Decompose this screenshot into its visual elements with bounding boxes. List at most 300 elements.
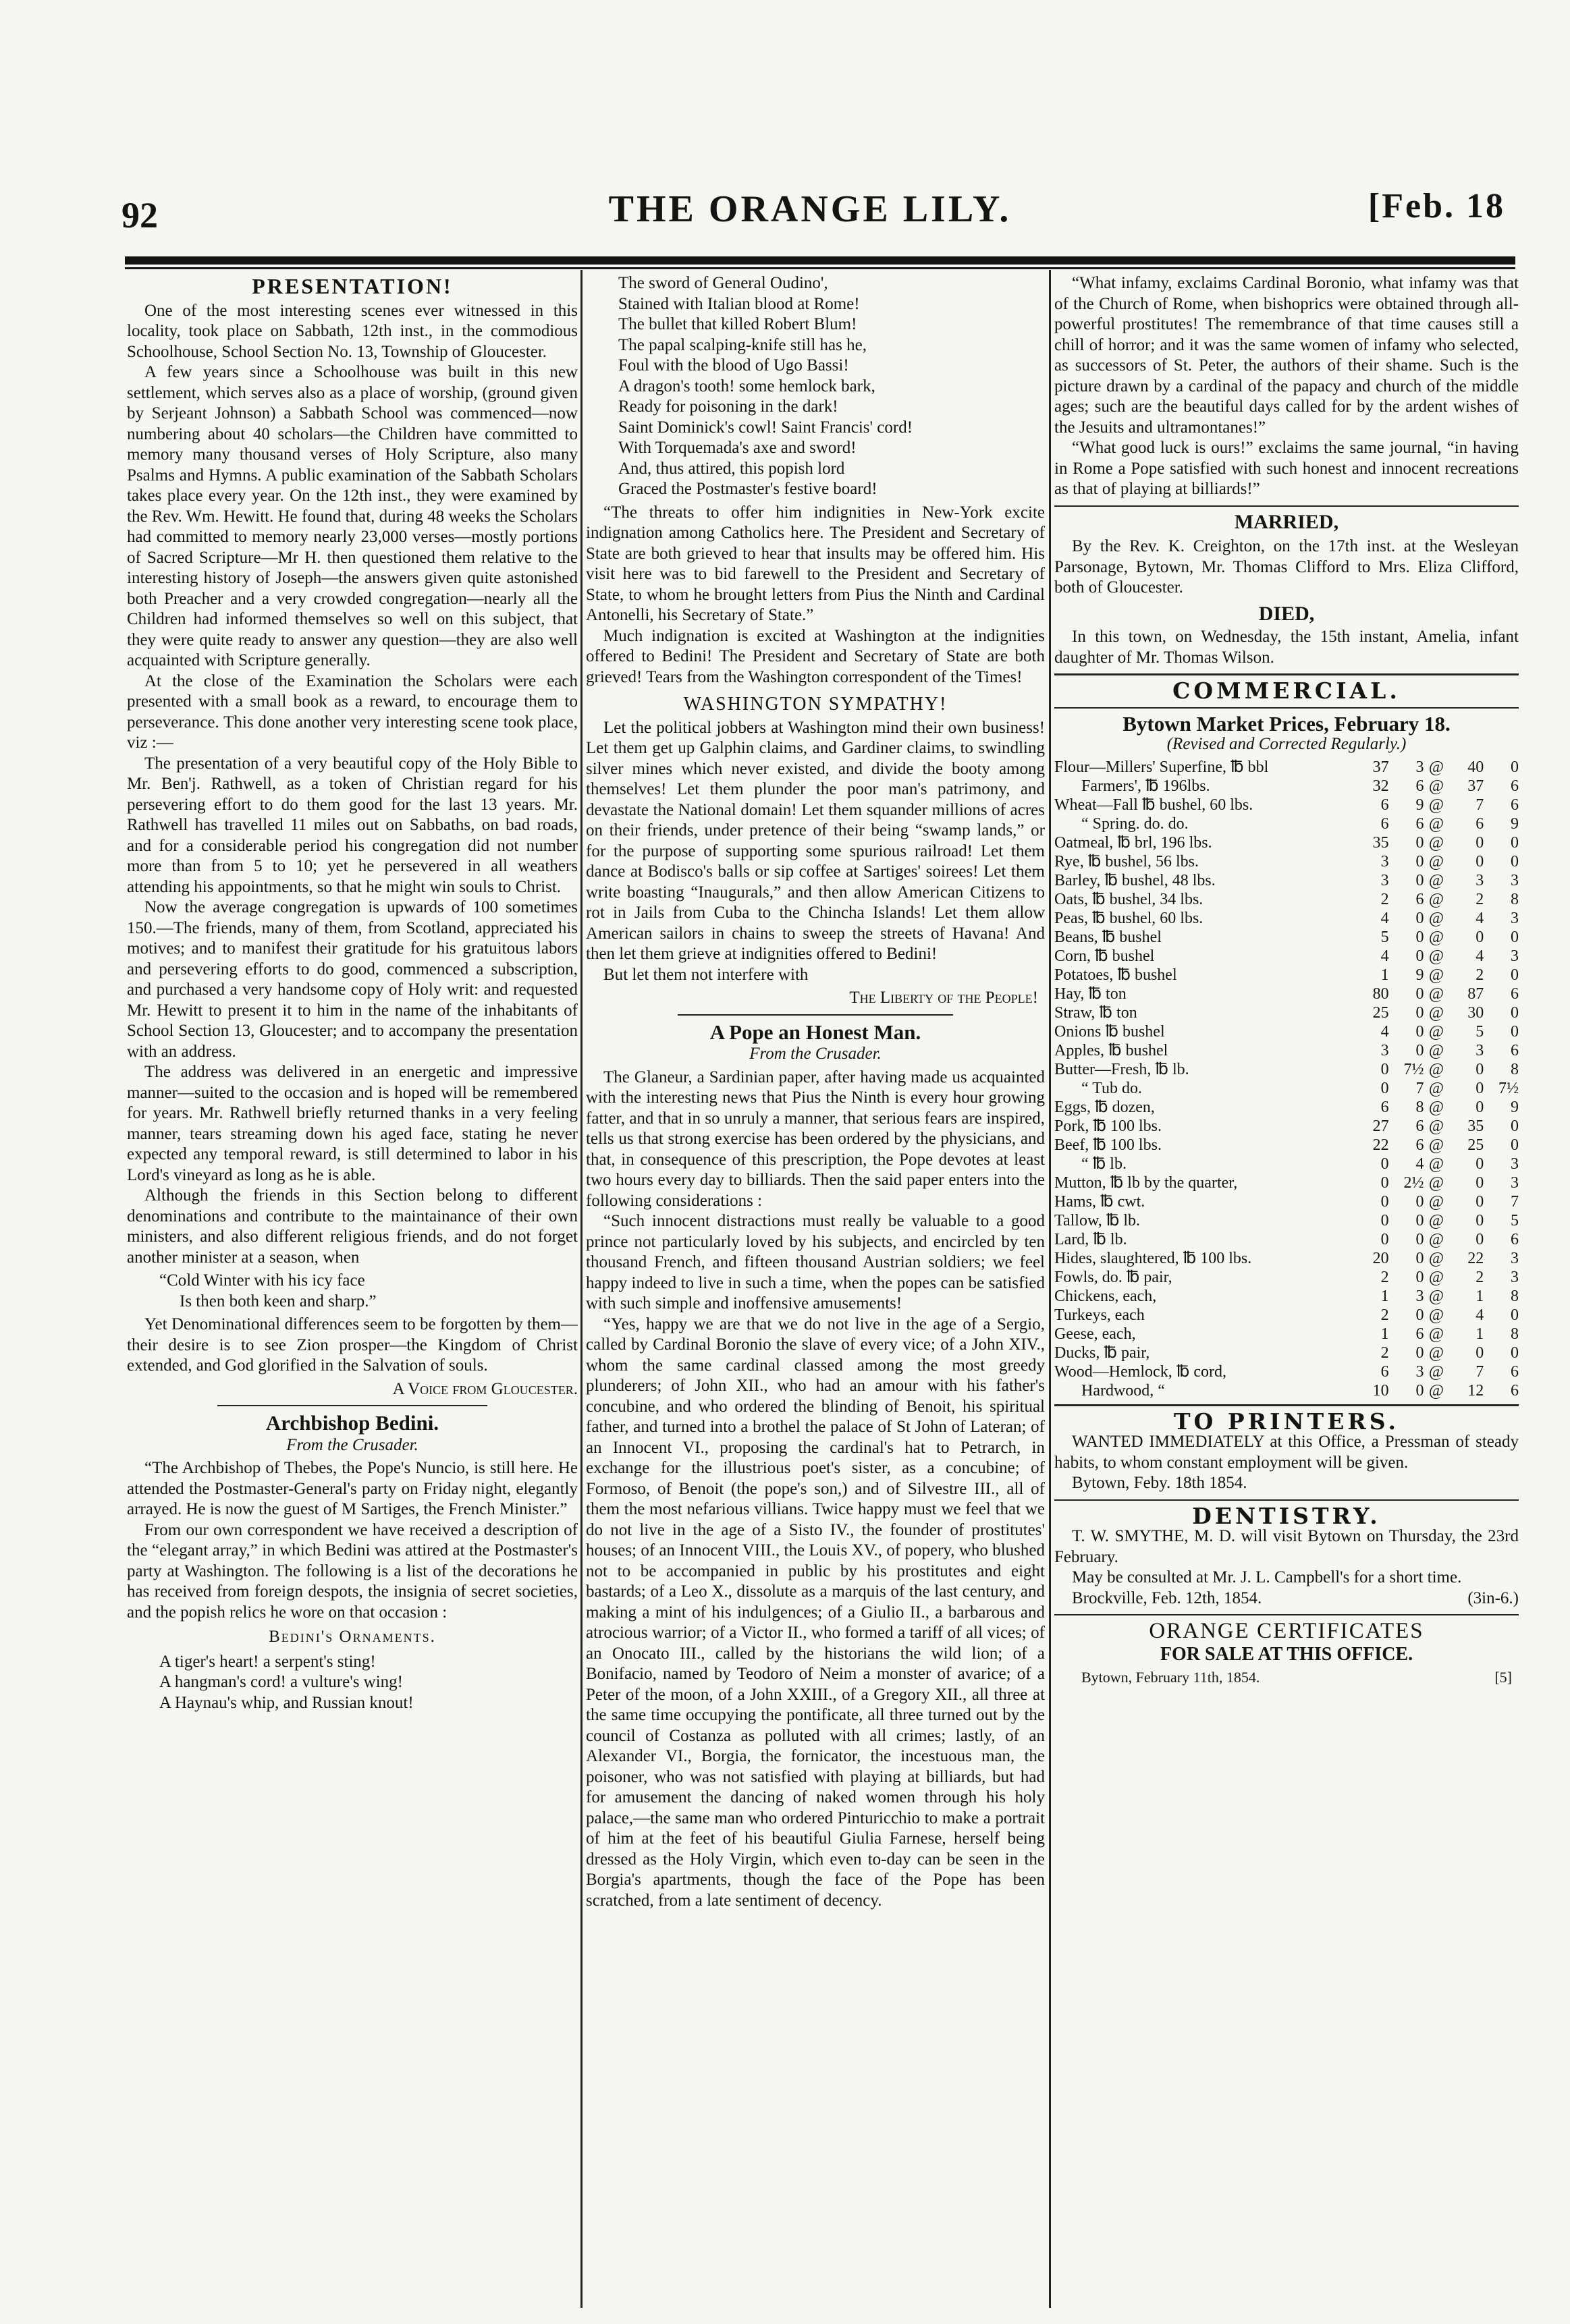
price-low-pence: 0 — [1415, 833, 1424, 852]
price-high-pence: 0 — [1511, 833, 1519, 852]
masthead-title: THE ORANGE LILY. — [608, 188, 1012, 230]
section-rule — [217, 1405, 488, 1406]
price-separator: @ — [1428, 1117, 1444, 1135]
price-low-pence: 0 — [1415, 1211, 1424, 1229]
price-separator: @ — [1428, 1136, 1444, 1154]
price-high-pence: 7 — [1511, 1192, 1519, 1211]
verse-line: The sword of General Oudino', — [618, 274, 828, 292]
price-low-pence: 0 — [1415, 1249, 1424, 1267]
item-name: Lard, ℔ lb. — [1054, 1230, 1127, 1248]
market-price-row — [1054, 966, 1519, 985]
price-high-pence: 0 — [1511, 1003, 1519, 1022]
item-name: “ Tub do. — [1081, 1079, 1143, 1097]
price-low-shillings: 1 — [1380, 1287, 1389, 1305]
section-rule — [1054, 505, 1519, 507]
item-name: Ducks, ℔ pair, — [1054, 1344, 1150, 1362]
price-low-shillings: 0 — [1380, 1155, 1389, 1173]
market-price-row — [1054, 1211, 1519, 1230]
price-low-shillings: 27 — [1372, 1117, 1389, 1135]
price-separator: @ — [1428, 1362, 1444, 1381]
price-high-shillings: 4 — [1476, 909, 1484, 927]
price-separator: @ — [1428, 966, 1444, 984]
price-high-shillings: 4 — [1476, 1306, 1484, 1324]
price-low-shillings: 2 — [1380, 1268, 1389, 1286]
price-low-pence: 0 — [1415, 928, 1424, 946]
price-low-shillings: 32 — [1372, 777, 1389, 795]
died-title: DIED, — [1258, 602, 1315, 625]
price-high-pence: 3 — [1511, 1268, 1519, 1286]
price-low-pence: 0 — [1415, 909, 1424, 927]
price-high-pence: 6 — [1511, 1230, 1519, 1248]
price-high-pence: 6 — [1511, 777, 1519, 795]
ad-footer — [1054, 1665, 1519, 1688]
verse-line: Ready for poisoning in the dark! — [618, 397, 838, 416]
price-separator: @ — [1428, 871, 1444, 889]
price-low-shillings: 1 — [1380, 966, 1389, 984]
ad-dateline: Bytown, February 11th, 1854. — [1081, 1669, 1260, 1686]
price-high-pence: 3 — [1511, 871, 1519, 889]
price-low-pence: 9 — [1415, 966, 1424, 984]
married-title: MARRIED, — [1234, 510, 1339, 533]
price-high-shillings: 2 — [1476, 890, 1484, 908]
item-name: Apples, ℔ bushel — [1054, 1041, 1168, 1059]
market-price-row — [1054, 1325, 1519, 1344]
item-name: Farmers', ℔ 196lbs. — [1081, 777, 1210, 795]
article-paragraph: “What infamy, exclaims Cardinal Boronio, what infamy was that of the Church of Rome, when bishoprics were obtained through all-powerful prostitutes! The remembrance of that time causes still a chill of horror; and it was the same women of infamy who selected, as successors of St. Peter, the authors of their shame. Such is the picture drawn by a cardinal of the papacy and church of the middle ages; such are the beautiful days called for by the ardent wishes of the Jesuits and ultramontanes!” — [1054, 274, 1519, 437]
price-separator: @ — [1428, 1003, 1444, 1022]
price-low-pence: 8 — [1415, 1098, 1424, 1116]
price-low-shillings: 6 — [1380, 814, 1389, 833]
price-low-pence: 6 — [1415, 1136, 1424, 1154]
article-paragraph: One of the most interesting scenes ever witnessed in this locality, took place on Sabbath, 12th inst., in the commodious Schoolhouse, School Section No. 13, Township of Gloucester. — [127, 301, 578, 361]
price-low-pence: 9 — [1415, 796, 1424, 814]
article-paragraph: The address was delivered in an energetic and impressive manner—suited to the occasion and is hoped will be remembered for years. Mr. Rathwell briefly returned thanks in a very feeling manner, tears streaming down his aged face, stating he never expected any temporal reward, is still determined to labor in his Lord's vineyard as long as he is able. — [127, 1063, 578, 1184]
price-low-pence: 2½ — [1403, 1173, 1424, 1192]
verse — [159, 1271, 578, 1312]
ornaments-verse-cont — [618, 273, 1045, 500]
market-price-row — [1054, 871, 1519, 890]
price-high-shillings: 1 — [1476, 1325, 1484, 1343]
article-paragraph: “The threats to offer him indignities in New-York excite indignation among Catholics here. The President and Secretary of State are both grieved to hear that insults may be offered him. His visit here was to bid farewell to the President and Secretary of State, to whom he brought letters from Pius the Ninth and Cardinal Antonelli, his Secretary of State.” — [586, 503, 1045, 624]
price-low-pence: 0 — [1415, 1041, 1424, 1059]
price-high-pence: 0 — [1511, 758, 1519, 776]
price-high-pence: 5 — [1511, 1211, 1519, 1229]
price-low-shillings: 0 — [1380, 1079, 1389, 1097]
item-name: “ ℔ lb. — [1081, 1155, 1127, 1173]
price-high-pence: 8 — [1511, 1287, 1519, 1305]
market-price-row — [1054, 1249, 1519, 1268]
market-price-row — [1054, 1173, 1519, 1192]
market-price-row — [1054, 1344, 1519, 1362]
price-high-pence: 0 — [1511, 852, 1519, 870]
article-paragraph: Let the political jobbers at Washington mind their own business! Let them get up Galphin claims, and Gardiner claims, to swindling silver mines which never existed, and divide the booty among themselves! Let them plunder the poor man's patrimony, and devastate the National domain! Let them squander millions of acres on their friends, under pretence of their being “swamp lands,” or for the purpose of supporting some spurious railroad! Let them dance at Bodisco's balls or sip coffee at Sartiges' soirees! Let them write boasting “Inaugurals,” and then allow American Citizens to rot in Jails from Cuba to the Chincha Islands! Let them allow American sailors in chains to sweep the streets of Havana! And then let them grieve at indignities offered to Bedini! — [586, 718, 1045, 963]
column-3 — [1054, 273, 1519, 2305]
market-price-row — [1054, 1003, 1519, 1022]
price-low-pence: 6 — [1415, 1325, 1424, 1343]
page-header — [115, 181, 1505, 242]
price-low-shillings: 4 — [1380, 1022, 1389, 1041]
market-subtitle: Bytown Market Prices, February 18. — [1122, 711, 1451, 736]
price-low-pence: 0 — [1415, 1381, 1424, 1400]
bedini-title: Archbishop Bedini. — [265, 1411, 439, 1435]
price-high-shillings: 5 — [1476, 1022, 1484, 1041]
section-rule — [1054, 1614, 1519, 1615]
price-separator: @ — [1428, 1155, 1444, 1173]
price-low-shillings: 6 — [1380, 1098, 1389, 1116]
price-low-shillings: 80 — [1372, 985, 1389, 1003]
price-low-pence: 6 — [1415, 814, 1424, 833]
price-low-shillings: 2 — [1380, 1306, 1389, 1324]
ornaments-verse — [159, 1652, 578, 1714]
washington-title: WASHINGTON SYMPATHY! — [683, 694, 948, 715]
column-2 — [586, 273, 1045, 2305]
verse-line: “Cold Winter with his icy face — [159, 1271, 365, 1290]
item-name: Potatoes, ℔ bushel — [1054, 966, 1177, 984]
price-high-shillings: 0 — [1476, 1155, 1484, 1173]
price-high-pence: 8 — [1511, 890, 1519, 908]
market-price-row — [1054, 1362, 1519, 1381]
price-low-pence: 0 — [1415, 1003, 1424, 1022]
market-price-table — [1054, 758, 1519, 1400]
market-price-row — [1054, 947, 1519, 966]
price-separator: @ — [1428, 758, 1444, 776]
price-separator: @ — [1428, 1381, 1444, 1400]
verse-line: Saint Dominick's cowl! Saint Francis' cord! — [618, 418, 913, 437]
item-name: Wheat—Fall ℔ bushel, 60 lbs. — [1054, 796, 1253, 814]
verse-line: A Haynau's whip, and Russian knout! — [159, 1693, 414, 1712]
ornaments-title: Bedini's Ornaments. — [269, 1628, 436, 1646]
price-high-shillings: 0 — [1476, 1079, 1484, 1097]
price-low-shillings: 0 — [1380, 1211, 1389, 1229]
article-paragraph: “The Archbishop of Thebes, the Pope's Nuncio, is still here. He attended the Postmaster-General's party on Friday night, elegantly arrayed. He is now the guest of M Sartiges, the French Minister.” — [127, 1459, 578, 1518]
price-separator: @ — [1428, 909, 1444, 927]
price-low-pence: 0 — [1415, 1230, 1424, 1248]
item-name: Beef, ℔ 100 lbs. — [1054, 1136, 1162, 1154]
item-name: Fowls, do. ℔ pair, — [1054, 1268, 1172, 1286]
pope-title: A Pope an Honest Man. — [709, 1020, 921, 1044]
section-rule — [678, 1014, 953, 1016]
article-paragraph: From our own correspondent we have received a description of the “elegant array,” in which Bedini was attired at the Postmaster's party at Washington. The following is a list of the decorations he has received from foreign despots, the insignia of secret societies, and the popish relics he wore on that occasion : — [127, 1520, 578, 1622]
verse-line: A hangman's cord! a vulture's wing! — [159, 1673, 404, 1691]
price-high-shillings: 0 — [1476, 1192, 1484, 1211]
market-price-row — [1054, 1306, 1519, 1325]
column-divider — [1049, 270, 1051, 2308]
price-separator: @ — [1428, 814, 1444, 833]
ad-text: WANTED IMMEDIATELY at this Office, a Pressman of steady habits, to whom constant employment will be given. — [1054, 1433, 1519, 1472]
price-high-shillings: 87 — [1467, 985, 1484, 1003]
item-name: Peas, ℔ bushel, 60 lbs. — [1054, 909, 1203, 927]
price-high-pence: 0 — [1511, 1117, 1519, 1135]
item-name: Eggs, ℔ dozen, — [1054, 1098, 1155, 1116]
market-price-row — [1054, 1268, 1519, 1287]
item-name: Barley, ℔ bushel, 48 lbs. — [1054, 871, 1216, 889]
item-name: Beans, ℔ bushel — [1054, 928, 1162, 946]
price-separator: @ — [1428, 1022, 1444, 1041]
market-price-row — [1054, 985, 1519, 1003]
price-low-pence: 3 — [1415, 1362, 1424, 1381]
price-high-shillings: 0 — [1476, 1230, 1484, 1248]
article-paragraph: “What good luck is ours!” exclaims the same journal, “in having in Rome a Pope satisfied with such honest and innocent recreations as that of playing at billiards!” — [1054, 439, 1519, 498]
price-high-pence: 6 — [1511, 1041, 1519, 1059]
verse-line: A dragon's tooth! some hemlock bark, — [618, 377, 875, 395]
price-separator: @ — [1428, 1192, 1444, 1211]
price-high-shillings: 40 — [1467, 758, 1484, 776]
verse-line: Foul with the blood of Ugo Bassi! — [618, 356, 849, 375]
price-separator: @ — [1428, 1268, 1444, 1286]
price-low-pence: 0 — [1415, 1344, 1424, 1362]
price-separator: @ — [1428, 1287, 1444, 1305]
price-low-pence: 6 — [1415, 1117, 1424, 1135]
ad-code: [5] — [1494, 1669, 1512, 1686]
section-rule — [1054, 1404, 1519, 1406]
header-rule — [125, 256, 1515, 265]
price-low-shillings: 3 — [1380, 852, 1389, 870]
price-low-pence: 0 — [1415, 852, 1424, 870]
certificates-title: ORANGE CERTIFICATES — [1149, 1619, 1424, 1643]
column-divider — [580, 270, 583, 2308]
price-high-shillings: 4 — [1476, 947, 1484, 965]
price-high-shillings: 3 — [1476, 871, 1484, 889]
verse-line: Graced the Postmaster's festive board! — [618, 480, 877, 498]
price-high-pence: 0 — [1511, 1136, 1519, 1154]
price-high-shillings: 37 — [1467, 777, 1484, 795]
price-low-pence: 7 — [1415, 1079, 1424, 1097]
price-separator: @ — [1428, 1306, 1444, 1324]
price-separator: @ — [1428, 928, 1444, 946]
price-high-shillings: 25 — [1467, 1136, 1484, 1154]
issue-date: [Feb. 18 — [1368, 187, 1505, 225]
item-name: Wood—Hemlock, ℔ cord, — [1054, 1362, 1226, 1381]
price-separator: @ — [1428, 1325, 1444, 1343]
price-low-shillings: 0 — [1380, 1192, 1389, 1211]
market-price-row — [1054, 1287, 1519, 1306]
price-high-shillings: 22 — [1467, 1249, 1484, 1267]
market-price-row — [1054, 1060, 1519, 1079]
bedini-source: From the Crusader. — [286, 1435, 418, 1454]
presentation-title: PRESENTATION! — [252, 274, 453, 298]
price-high-shillings: 7 — [1476, 796, 1484, 814]
commercial-title: COMMERCIAL. — [1172, 677, 1401, 704]
price-high-shillings: 6 — [1476, 814, 1484, 833]
price-high-pence: 3 — [1511, 947, 1519, 965]
price-low-pence: 6 — [1415, 890, 1424, 908]
market-price-row — [1054, 758, 1519, 777]
verse-line: With Torquemada's axe and sword! — [618, 439, 857, 457]
price-high-pence: 0 — [1511, 1022, 1519, 1041]
price-high-pence: 6 — [1511, 985, 1519, 1003]
price-high-shillings: 2 — [1476, 1268, 1484, 1286]
price-high-pence: 3 — [1511, 909, 1519, 927]
article-paragraph: Yet Denominational differences seem to be forgotten by them—their desire is to see Zion prosper—the Kingdom of Christ extended, and God glorified in the Salvation of souls. — [127, 1315, 578, 1375]
verse-line: A tiger's heart! a serpent's sting! — [159, 1652, 376, 1671]
market-note: (Revised and Corrected Regularly.) — [1166, 735, 1407, 753]
item-name: Mutton, ℔ lb by the quarter, — [1054, 1173, 1238, 1192]
price-separator: @ — [1428, 833, 1444, 852]
market-price-row — [1054, 814, 1519, 833]
article-paragraph: Much indignation is excited at Washington at the indignities offered to Bedini! The President and Secretary of State are both grieved! Tears from the Washington correspondent of the Times! — [586, 626, 1045, 686]
column-1 — [127, 273, 578, 2305]
item-name: “ Spring. do. do. — [1081, 814, 1189, 833]
ad-dateline: Brockville, Feb. 12th, 1854. — [1072, 1588, 1262, 1607]
price-separator: @ — [1428, 1230, 1444, 1248]
price-high-pence: 9 — [1511, 814, 1519, 833]
article-paragraph: At the close of the Examination the Scholars were each presented with a small book as a reward, to encourage them to perseverance. This done another very interesting scene took place, viz :— — [127, 671, 578, 752]
price-low-shillings: 2 — [1380, 890, 1389, 908]
ad-text: May be consulted at Mr. J. L. Campbell's for a short time. — [1072, 1568, 1462, 1586]
price-low-shillings: 0 — [1380, 1173, 1389, 1192]
price-separator: @ — [1428, 777, 1444, 795]
article-paragraph: A few years since a Schoolhouse was built in this new settlement, which serves also as a place of worship, (ground given by Serjeant Johnson) a Sabbath School was commenced—now numbering about 40 scholars—the Children have committed to memory many thousand verses of Holy Scripture, also many Psalms and Hymns. A public examination of the Sabbath Scholars takes place every year. On the 12th inst., they were examined by the Rev. Wm. Hewitt. He found that, during 48 weeks the Scholars had committed to memory nearly 23,000 verses—mostly portions of Sacred Scripture—Mr H. then questioned them relative to the interesting history of Joseph—the answers given quite astonished both Preacher and a very crowded congregation—nearly all the Children had informed themselves so well on this subject, that they were quite ready to answer any question—they are also well acquainted with Scripture generally. — [127, 363, 578, 669]
price-separator: @ — [1428, 852, 1444, 870]
market-price-row — [1054, 1192, 1519, 1211]
price-separator: @ — [1428, 985, 1444, 1003]
market-price-row — [1054, 1041, 1519, 1060]
ad-code: (3in-6.) — [1467, 1588, 1519, 1607]
price-high-pence: 3 — [1511, 1173, 1519, 1192]
price-low-shillings: 6 — [1380, 1362, 1389, 1381]
price-low-shillings: 3 — [1380, 871, 1389, 889]
item-name: Corn, ℔ bushel — [1054, 947, 1155, 965]
section-rule — [1054, 1499, 1519, 1501]
verse-line: Stained with Italian blood at Rome! — [618, 294, 860, 313]
price-high-pence: 0 — [1511, 1306, 1519, 1324]
notice-text: By the Rev. K. Creighton, on the 17th inst. at the Wesleyan Parsonage, Bytown, Mr. Thomas Clifford to Mrs. Eliza Clifford, both of Gloucester. — [1054, 537, 1519, 597]
page-number: 92 — [121, 195, 158, 236]
price-low-pence: 3 — [1415, 1287, 1424, 1305]
price-low-shillings: 5 — [1380, 928, 1389, 946]
price-separator: @ — [1428, 947, 1444, 965]
article-paragraph: Now the average congregation is upwards of 100 sometimes 150.—The friends, many of them, from Scotland, appreciated his motives; and to manifest their gratitude for his gratuitous labors and persevering efforts to do good, commenced a subscription, and purchased a very handsome copy of Holy writ: and requested Mr. Hewitt to present it to him in the name of the inhabitants of School Section 13, Gloucester; and to accompany the presentation with an address. — [127, 898, 578, 1061]
article-paragraph: The Glaneur, a Sardinian paper, after having made us acquainted with the interesting news that Pius the Ninth is every hour growing fatter, and that in so unruly a manner, that serious fears are inspired, tells us that strong exercise has been ordered by the physicians, and that, in consequence of this prescription, the Pope devotes at least two hours every day to billiards. Then the said paper enters into the following considerations : — [586, 1068, 1045, 1210]
price-high-shillings: 0 — [1476, 852, 1484, 870]
price-separator: @ — [1428, 1344, 1444, 1362]
price-high-shillings: 3 — [1476, 1041, 1484, 1059]
price-low-pence: 4 — [1415, 1155, 1424, 1173]
price-low-pence: 7½ — [1403, 1060, 1424, 1078]
price-low-shillings: 0 — [1380, 1060, 1389, 1078]
price-separator: @ — [1428, 890, 1444, 908]
price-high-shillings: 0 — [1476, 1098, 1484, 1116]
price-high-pence: 6 — [1511, 1362, 1519, 1381]
item-name: Hams, ℔ cwt. — [1054, 1192, 1145, 1211]
market-price-row — [1054, 1136, 1519, 1155]
price-separator: @ — [1428, 1173, 1444, 1192]
price-high-shillings: 0 — [1476, 1211, 1484, 1229]
price-high-pence: 0 — [1511, 966, 1519, 984]
price-separator: @ — [1428, 1060, 1444, 1078]
price-high-pence: 9 — [1511, 1098, 1519, 1116]
pope-source: From the Crusader. — [749, 1045, 882, 1063]
price-low-pence: 0 — [1415, 1022, 1424, 1041]
price-high-shillings: 0 — [1476, 1060, 1484, 1078]
price-high-shillings: 0 — [1476, 1173, 1484, 1192]
price-separator: @ — [1428, 1041, 1444, 1059]
price-low-pence: 0 — [1415, 1268, 1424, 1286]
market-price-row — [1054, 1022, 1519, 1041]
market-price-row — [1054, 890, 1519, 909]
market-price-row — [1054, 1098, 1519, 1117]
market-price-row — [1054, 796, 1519, 814]
item-name: Oatmeal, ℔ brl, 196 lbs. — [1054, 833, 1212, 852]
price-high-pence: 8 — [1511, 1060, 1519, 1078]
article-paragraph: The presentation of a very beautiful copy of the Holy Bible to Mr. Ben'j. Rathwell, as a token of Christian regard for his persevering effort to do them good for the last 13 years. Mr. Rathwell has travelled 11 miles out on Sabbaths, on bad roads, and for a considerable period his congregation did not number more than from 5 to 10; yet he persevered in all weathers attending his appointments, so that he might win souls to Christ. — [127, 754, 578, 896]
price-low-shillings: 22 — [1372, 1136, 1389, 1154]
ad-footer — [1054, 1588, 1519, 1609]
price-high-shillings: 0 — [1476, 928, 1484, 946]
market-price-row — [1054, 1117, 1519, 1136]
price-low-pence: 0 — [1415, 1192, 1424, 1211]
price-high-shillings: 1 — [1476, 1287, 1484, 1305]
price-low-pence: 3 — [1415, 758, 1424, 776]
price-low-shillings: 35 — [1372, 833, 1389, 852]
price-low-pence: 0 — [1415, 947, 1424, 965]
item-name: Hay, ℔ ton — [1054, 985, 1127, 1003]
price-high-pence: 8 — [1511, 1325, 1519, 1343]
certificates-subtitle: FOR SALE AT THIS OFFICE. — [1160, 1643, 1413, 1665]
price-separator: @ — [1428, 1079, 1444, 1097]
market-price-row — [1054, 833, 1519, 852]
price-low-shillings: 20 — [1372, 1249, 1389, 1267]
price-separator: @ — [1428, 1098, 1444, 1116]
market-price-row — [1054, 1079, 1519, 1098]
signature: A Voice from Gloucester. — [392, 1379, 578, 1398]
price-high-pence: 6 — [1511, 796, 1519, 814]
verse-line: The bullet that killed Robert Blum! — [618, 315, 857, 333]
item-name: Butter—Fresh, ℔ lb. — [1054, 1060, 1189, 1078]
dentistry-title: DENTISTRY. — [1192, 1502, 1381, 1529]
price-high-pence: 3 — [1511, 1155, 1519, 1173]
price-low-shillings: 1 — [1380, 1325, 1389, 1343]
section-rule — [1054, 707, 1519, 709]
price-low-shillings: 4 — [1380, 909, 1389, 927]
price-low-shillings: 25 — [1372, 1003, 1389, 1022]
price-low-shillings: 2 — [1380, 1344, 1389, 1362]
price-low-shillings: 37 — [1372, 758, 1389, 776]
article-paragraph: “Such innocent distractions must really be valuable to a good prince not particularly loved by his subjects, and encircled by ten thousand French, and fifteen thousand Austrian soldiers; we feel happy indeed to live in such a time, when the popes can be satisfied with such simple and inoffensive amusements! — [586, 1212, 1045, 1312]
section-rule — [1054, 673, 1519, 675]
price-high-shillings: 7 — [1476, 1362, 1484, 1381]
market-price-row — [1054, 777, 1519, 796]
item-name: Hardwood, “ — [1081, 1381, 1165, 1400]
item-name: Turkeys, each — [1054, 1306, 1145, 1324]
verse-line: And, thus attired, this popish lord — [618, 459, 845, 478]
item-name: Pork, ℔ 100 lbs. — [1054, 1117, 1162, 1135]
article-paragraph: But let them not interfere with — [603, 965, 809, 984]
price-low-pence: 6 — [1415, 777, 1424, 795]
price-high-pence: 7½ — [1498, 1079, 1519, 1097]
item-name: Tallow, ℔ lb. — [1054, 1211, 1141, 1229]
price-high-shillings: 12 — [1467, 1381, 1484, 1400]
price-low-shillings: 6 — [1380, 796, 1389, 814]
price-separator: @ — [1428, 1249, 1444, 1267]
price-high-shillings: 30 — [1467, 1003, 1484, 1022]
item-name: Rye, ℔ bushel, 56 lbs. — [1054, 852, 1199, 870]
price-high-pence: 0 — [1511, 1344, 1519, 1362]
market-price-row — [1054, 1230, 1519, 1249]
market-price-row — [1054, 909, 1519, 928]
article-paragraph: “Yes, happy we are that we do not live in the age of a Sergio, called by Cardinal Boronio the slave of every vice; of a John XIV., whom the same cardinal classed among the most greedy plunderers; of John XII., who had an amour with his father's concubine, and who ordered the blinding of Benoit, his spiritual father, and turned into a brothel the palace of St John of Lateran; of an Innocent VI., proposing the cardinal's hat to Petrarch, in exchange for the illustrious poet's sister, as a concubine; of Formoso, of Benoit (the pope's son,) and of Silvestre III., all of them the most nefarious villians. Twice happy must we feel that we do not live in the age of a Sisto IV., the founder of prostitutes' houses; of an Innocent VIII., the Louis XV., of popery, who blushed not to be accompanied in public by his prostitutes and eight bastards; of a Leo X., dissolute as a marquis of the last century, and making a mint of his indulgences; of a Giulio II., a barbarous and atrocious warrior; of a Victor II., who formed a tariff of all vices; of an Onocato III., called by the historians the wild lion; of a Bonifacio, named by Teodoro of Neim a monster of avarice; of a Peter of the moon, of a John XXIII., of a Gregory XII., all three at the same time occupying the pontificate, all three turned out by the council of Costanza as polluted with all crimes; lastly, of an Alexander VI., Borgia, the fornicator, the incestuous man, the poisoner, who was not satisfied with playing at billiards, but had for amusement the dancing of naked women through his holy palace,—the same man who ordered Pinturicchio to make a portrait of him at the feet of his beautiful Giulia Farnese, herself being dressed as the Holy Virgin, which even to-day can be seen in the Borgia's apartments, though the face of the Pope has been scratched, from a late sentiment of decency. — [586, 1315, 1045, 1910]
price-high-shillings: 2 — [1476, 966, 1484, 984]
ad-text: T. W. SMYTHE, M. D. will visit Bytown on Thursday, the 23rd February. — [1054, 1527, 1519, 1566]
item-name: Chickens, each, — [1054, 1287, 1157, 1305]
price-high-pence: 0 — [1511, 928, 1519, 946]
item-name: Geese, each, — [1054, 1325, 1136, 1343]
item-name: Flour—Millers' Superfine, ℔ bbl — [1054, 758, 1269, 776]
price-low-pence: 0 — [1415, 985, 1424, 1003]
price-separator: @ — [1428, 796, 1444, 814]
market-price-row — [1054, 1381, 1519, 1400]
price-high-pence: 6 — [1511, 1381, 1519, 1400]
